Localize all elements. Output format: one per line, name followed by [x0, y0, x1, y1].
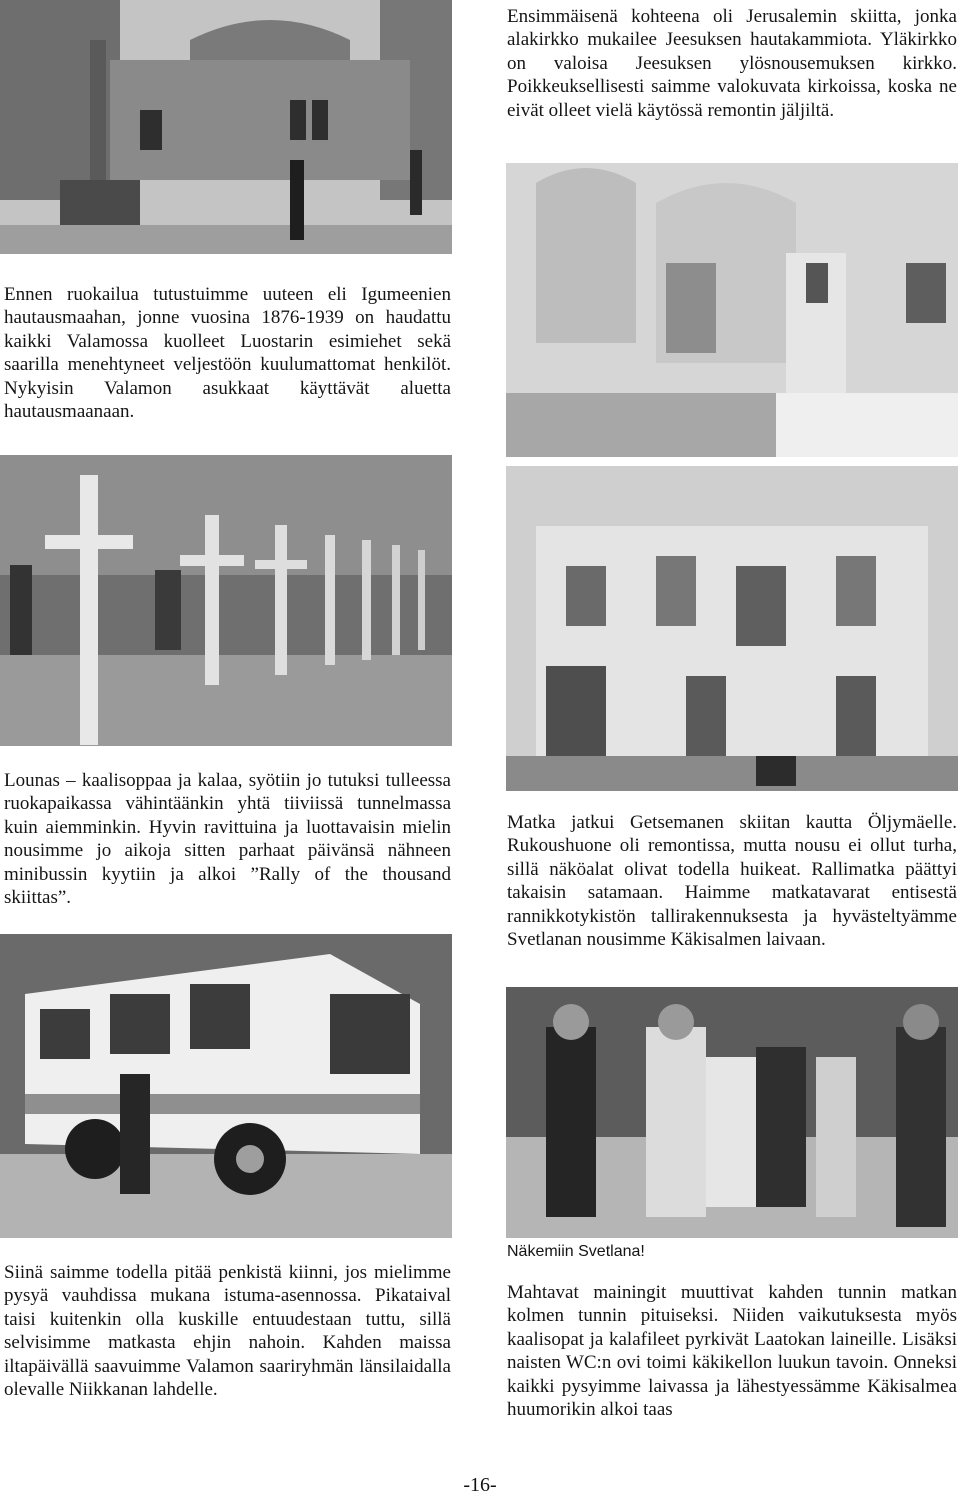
photo-iconostasis: [506, 466, 958, 791]
paragraph-jerusalem-skete: Ensimmäisenä kohteena oli Jerusalemin skiitta, jonka alakirkko mukailee Jeesuksen hautakammiota. Yläkirkko on valoisa Jeesuksen ylösnousemuksen kirkko. Poikkeuksellisesti saimme valokuvata kirkoissa, koska ne eivät olleet vielä käytössä remontin jäljiltä.: [507, 6, 957, 121]
photo-church-exterior: [0, 0, 452, 254]
photo-group-farewell: [506, 987, 958, 1238]
paragraph-getsemane-skete: Matka jatkui Getsemanen skiitan kautta Öljymäelle. Rukoushuone oli remontissa, mutta nousu ei ollut turha, sillä näköalat olivat todella huikeat. Rallimatka päättyi takaisin satamaan. Haimme matkatavarat entisestä rannikkotykistön tallirakennuksesta ja hyvästeltyämme Svetlanan nousimme Käkisalmen laivaan.: [507, 812, 957, 951]
photo-minibus: [0, 934, 452, 1238]
photo-lower-church-interior: [506, 163, 958, 457]
paragraph-lunch: Lounas – kaalisoppaa ja kalaa, syötiin jo tutuksi tulleessa ruokapaikassa vähintäänkin yhtä tiiviissä tunnelmassa kuin aiemminkin. Hyvin ravittuina ja luottavaisin mielin nousimme jo aikoja sitten parhaat päivänsä nähneen minibussin kyytiin ja alkoi ”Rally of the thousand skiittas”.: [4, 770, 451, 909]
paragraph-return-voyage: Mahtavat mainingit muuttivat kahden tunnin matkan kolmen tunnin pituiseksi. Niiden vaikutuksesta myös kaalisopat ja kalafileet pyrkivät Laatokan laineille. Lisäksi naisten WC:n ovi toimi käkikellon luukun tavoin. Onneksi kaikki pysyimme laivassa ja lähestyessämme Käkisalmea huumorikin alkoi taas: [507, 1282, 957, 1421]
page-number: -16-: [463, 1474, 497, 1496]
caption-svetlana: Näkemiin Svetlana!: [507, 1243, 645, 1260]
paragraph-bus-ride: Siinä saimme todella pitää penkistä kiinni, jos mielimme pysyä vauhdissa mukana istuma-asennossa. Pikataival taisi kuitenkin olla kuskille entuudestaan tuttu, sillä selvisimme matkasta ehjin nahoin. Kahden maissa iltapäivällä saavuimme Valamon saariryhmän länsilaidalla olevalle Niikkanan lahdelle.: [4, 1262, 451, 1401]
photo-cemetery-crosses: [0, 455, 452, 746]
paragraph-igumen-cemetery: Ennen ruokailua tutustuimme uuteen eli Igumeenien hautausmaahan, jonne vuosina 1876-1939 on haudattu kaikki Valamossa kuolleet Luostarin esimiehet sekä saarilla menehtyneet veljestöön kuulumattomat henkilöt. Nykyisin Valamon asukkaat käyttävät aluetta hautausmaanaan.: [4, 284, 451, 423]
